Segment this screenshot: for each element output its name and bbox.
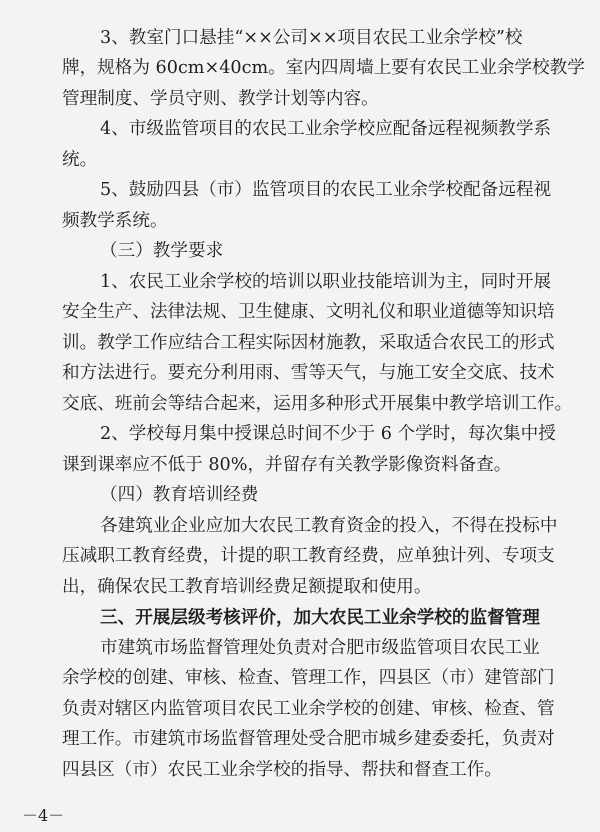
item-5-line-2: 频教学系统。 bbox=[62, 211, 168, 231]
item-3-line-1: 3、教室门口悬挂“××公司××项目农民工业余学校”校 bbox=[100, 28, 523, 48]
teaching-para-1-line-4: 和方法进行。要充分利用雨、雪等天气，与施工安全交底、技术 bbox=[62, 363, 555, 383]
item-5-line-1: 5、鼓励四县（市）监管项目的农民工业余学校配备远程视 bbox=[100, 180, 552, 200]
teaching-para-2-line-2: 课到课率应不低于 80%，并留存有关教学影像资料备查。 bbox=[62, 455, 512, 475]
teaching-para-1-line-3: 训。教学工作应结合工程实际因材施教，采取适合农民工的形式 bbox=[62, 333, 555, 353]
item-3-line-2: 牌，规格为 60cm×40cm。室内四周墙上要有农民工业余学校教学 bbox=[62, 58, 585, 78]
section-three-line-5: 四县区（市）农民工业余学校的指导、帮扶和督查工作。 bbox=[62, 760, 502, 780]
section-three-line-1: 市建筑市场监督管理处负责对合肥市级监管项目农民工业 bbox=[100, 638, 540, 658]
teaching-para-1-line-2: 安全生产、法律法规、卫生健康、文明礼仪和职业道德等知识培 bbox=[62, 302, 555, 322]
section-three-line-3: 负责对辖区内监管项目农民工业余学校的创建、审核、检查、管 bbox=[62, 699, 555, 719]
funding-line-1: 各建筑业企业应加大农民工教育资金的投入，不得在投标中 bbox=[100, 516, 558, 536]
funding-line-3: 出，确保农民工教育培训经费足额提取和使用。 bbox=[62, 577, 432, 597]
item-4-line-1: 4、市级监管项目的农民工业余学校应配备远程视频教学系 bbox=[100, 119, 552, 139]
section-three-line-4: 理工作。市建筑市场监督管理处受合肥市城乡建委委托，负责对 bbox=[62, 729, 555, 749]
item-4-line-2: 统。 bbox=[62, 150, 98, 170]
item-3-line-3: 管理制度、学员守则、教学计划等内容。 bbox=[62, 89, 379, 109]
section-three-heading: 三、开展层级考核评价，加大农民工业余学校的监督管理 bbox=[100, 607, 540, 628]
teaching-para-1-line-5: 交底、班前会等结合起来，运用多种形式开展集中教学培训工作。 bbox=[62, 394, 573, 414]
section-teaching-heading: （三）教学要求 bbox=[100, 241, 224, 261]
funding-line-2: 压减职工教育经费，计提的职工教育经费，应单独计列、专项支 bbox=[62, 546, 555, 566]
section-funding-heading: （四）教育培训经费 bbox=[100, 485, 259, 505]
page-number: －4－ bbox=[22, 806, 65, 825]
section-three-line-2: 余学校的创建、审核、检查、管理工作，四县区（市）建管部门 bbox=[62, 668, 555, 688]
teaching-para-2-line-1: 2、学校每月集中授课总时间不少于 6 个学时，每次集中授 bbox=[100, 424, 556, 444]
teaching-para-1-line-1: 1、农民工业余学校的培训以职业技能培训为主，同时开展 bbox=[100, 272, 552, 292]
